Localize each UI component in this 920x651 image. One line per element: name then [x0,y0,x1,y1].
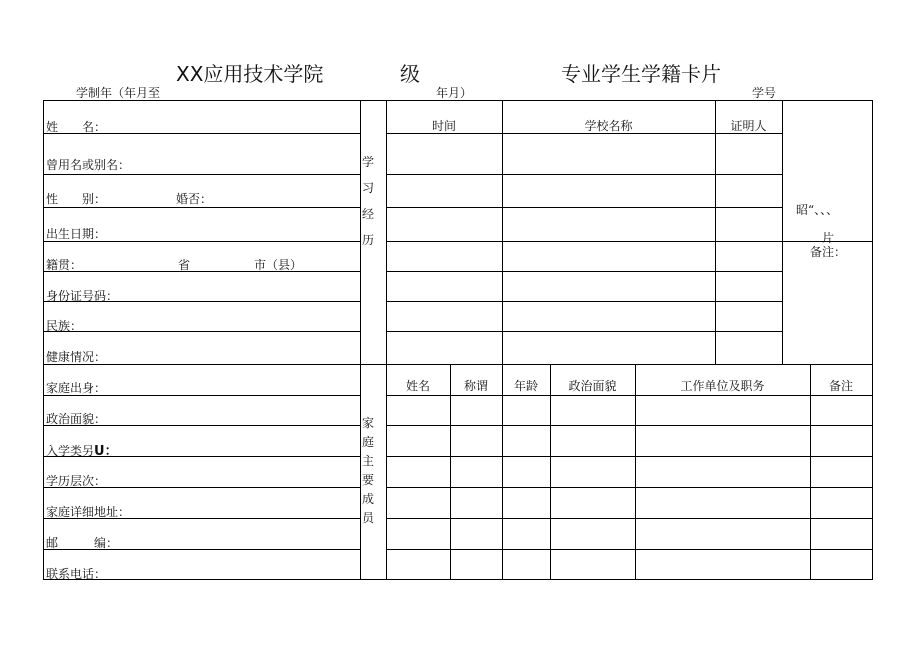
row-line [386,241,872,242]
record-card-table [43,100,873,580]
family-col-age: 年龄 [513,379,538,393]
study-col-witness: 证明人 [730,119,767,133]
row-line [386,331,782,332]
side-char: 历 [361,233,374,247]
field-birth-label: 出生日期： [46,227,107,241]
row-line [386,301,782,302]
row-line [386,456,872,457]
row-line [386,174,782,175]
field-name-label: 姓 名： [46,120,107,134]
side-char: 庭 [361,435,374,449]
col-line [450,364,451,579]
field-health-label: 健康情况： [46,350,107,364]
side-char: 家 [361,416,374,430]
schooling-years-end: 年月） [436,86,473,100]
field-postcode-label: 邮 编： [46,536,119,550]
row-line [386,271,782,272]
side-char: 主 [361,454,374,468]
enroll-type-text: 入学类另 [46,444,95,458]
row-line [386,425,872,426]
family-col-political: 政治面貌 [568,379,617,393]
schooling-years-start: 学制年（年月至 [76,86,161,100]
field-alias-label: 曾用名或别名： [46,158,131,172]
col-line [502,101,503,364]
col-line [782,101,783,364]
col-line [386,101,387,579]
photo-remarks-label: 备注： [810,245,847,259]
col-line [715,101,716,364]
col-line [810,364,811,579]
family-col-relation: 称谓 [463,379,488,393]
title-grade: 级 [400,62,420,86]
field-id-number-label: 身份证号码： [46,289,119,303]
row-line [386,518,872,519]
field-city-label: 市（县） [254,258,303,272]
field-native-place-label: 籍贯： [46,258,83,272]
row-line [386,207,782,208]
photo-placeholder-text: 昭“、、、 [796,203,839,217]
enroll-type-mark: U： [94,444,118,459]
field-political-label: 政治面貌： [46,412,107,426]
side-char: 要 [361,473,374,487]
field-gender-label: 性 别： [46,192,107,206]
field-ethnicity-label: 民族： [46,319,83,333]
family-col-remarks: 备注 [828,379,853,393]
study-col-school: 学校名称 [584,119,633,133]
row-line [44,271,360,272]
side-char: 经 [361,207,374,221]
study-col-time: 时间 [431,119,456,133]
student-number-label: 学号 [752,86,777,100]
side-char: 成 [361,492,374,506]
row-line [386,549,872,550]
field-enroll-type-label [46,440,118,459]
field-phone-label: 联系电话： [46,567,107,581]
side-char: 学 [361,155,374,169]
family-col-employer: 工作单位及职务 [680,379,765,393]
row-line [44,331,360,332]
row-line [386,395,872,396]
col-line [635,364,636,579]
col-line [550,364,551,579]
family-col-name: 姓名 [405,379,430,393]
field-address-label: 家庭详细地址： [46,505,131,519]
side-char: 习 [361,181,374,195]
field-province-label: 省 [178,258,191,272]
photo-placeholder-text-2: 片 [822,231,835,245]
field-education-level-label: 学历层次： [46,474,107,488]
row-line [386,487,872,488]
family-side-label [361,414,375,528]
field-marital-label: 婚否： [176,192,213,206]
section-divider [44,364,872,365]
title-prefix: XX应用技术学院 [176,62,324,86]
study-history-side-label [361,149,375,253]
col-line [502,364,503,579]
field-family-origin-label: 家庭出身： [46,381,107,395]
row-line [44,207,360,208]
title-suffix: 专业学生学籍卡片 [561,62,721,86]
side-char: 员 [361,511,374,525]
row-line [44,174,360,175]
